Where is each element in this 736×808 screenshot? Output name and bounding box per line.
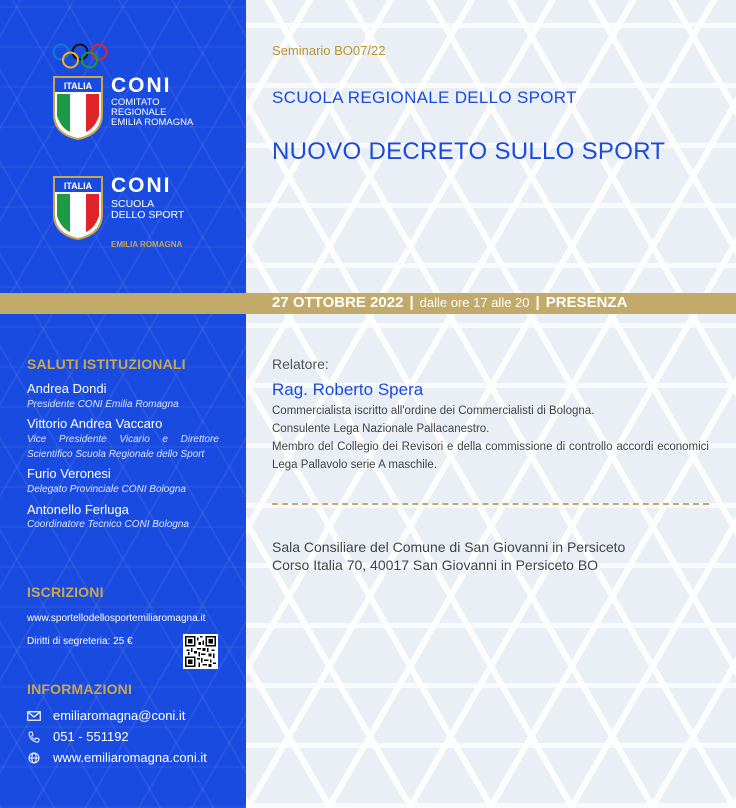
- person-name: Antonello Ferluga: [27, 502, 129, 517]
- coni-region: EMILIA ROMAGNA: [111, 240, 183, 249]
- olympic-rings-icon: [52, 43, 108, 71]
- mail-icon: [27, 710, 41, 722]
- seminar-code: Seminario BO07/22: [272, 43, 386, 58]
- person-role: Coordinatore Tecnico CONI Bologna: [27, 519, 189, 530]
- coni-subtitle-line: REGIONALE: [111, 107, 167, 118]
- phone-text[interactable]: 051 - 551192: [53, 729, 129, 744]
- venue-name: Sala Consiliare del Comune di San Giovanni in Persiceto: [272, 539, 626, 555]
- coni-subtitle: [111, 199, 184, 221]
- person-role: Presidente CONI Emilia Romagna: [27, 399, 179, 410]
- phone-contact[interactable]: [27, 729, 129, 744]
- italia-shield-icon: [53, 176, 103, 240]
- date-band-text: [272, 294, 627, 311]
- venue-address: Corso Italia 70, 40017 San Giovanni in Persiceto BO: [272, 557, 599, 573]
- speaker-name: Rag. Roberto Spera: [272, 380, 424, 399]
- globe-icon: [27, 752, 41, 764]
- email-contact[interactable]: [27, 708, 185, 723]
- divider: [272, 503, 709, 505]
- event-date: 27 OTTOBRE 2022: [272, 294, 404, 311]
- saluti-heading: SALUTI ISTITUZIONALI: [27, 356, 186, 372]
- event-time: dalle ore 17 alle 20: [419, 295, 530, 310]
- web-text[interactable]: www.emiliaromagna.coni.it: [53, 750, 207, 765]
- italia-shield-icon: [53, 76, 103, 140]
- person-role: Vice Presidente Vicario e Direttore Scientifico Scuola Regionale dello Sport: [27, 434, 219, 460]
- person-name: Andrea Dondi: [27, 381, 107, 396]
- person-role: Delegato Provinciale CONI Bologna: [27, 484, 186, 495]
- registration-link[interactable]: www.sportellodellosportemiliaromagna.it: [27, 613, 206, 624]
- school-title: SCUOLA REGIONALE DELLO SPORT: [272, 88, 577, 107]
- page-title: NUOVO DECRETO SULLO SPORT: [272, 138, 666, 165]
- separator: |: [535, 294, 540, 311]
- speaker-bio-line: Membro del Collegio dei Revisori e della commissione di controllo accordi economici Lega Pallavolo serie A maschile.: [272, 441, 709, 471]
- svg-text:ITALIA: ITALIA: [63, 81, 93, 91]
- coni-wordmark: CONI: [111, 74, 172, 97]
- web-contact[interactable]: [27, 750, 207, 765]
- coni-subtitle: [111, 98, 193, 128]
- person-name: Vittorio Andrea Vaccaro: [27, 416, 163, 431]
- speaker-bio-line: Consulente Lega Nazionale Pallacanestro.: [272, 423, 490, 435]
- informazioni-heading: INFORMAZIONI: [27, 681, 133, 697]
- qr-code[interactable]: [183, 634, 218, 669]
- coni-subtitle-line: EMILIA ROMAGNA: [111, 117, 194, 128]
- registration-fee: Diritti di segreteria: 25 €: [27, 636, 133, 647]
- phone-icon: [27, 731, 41, 743]
- separator: |: [409, 294, 414, 311]
- svg-text:ITALIA: ITALIA: [63, 181, 93, 191]
- iscrizioni-heading: ISCRIZIONI: [27, 584, 104, 600]
- coni-wordmark: CONI: [111, 174, 172, 197]
- email-text[interactable]: emiliaromagna@coni.it: [53, 708, 186, 723]
- coni-subtitle-line: DELLO SPORT: [111, 209, 185, 221]
- event-mode: PRESENZA: [545, 294, 628, 311]
- coni-subtitle-line: SCUOLA: [111, 198, 155, 210]
- coni-subtitle-line: COMITATO: [111, 97, 160, 108]
- person-name: Furio Veronesi: [27, 466, 111, 481]
- speaker-label: Relatore:: [272, 356, 329, 372]
- speaker-bio-line: Commercialista iscritto all'ordine dei Commercialisti di Bologna.: [272, 405, 595, 417]
